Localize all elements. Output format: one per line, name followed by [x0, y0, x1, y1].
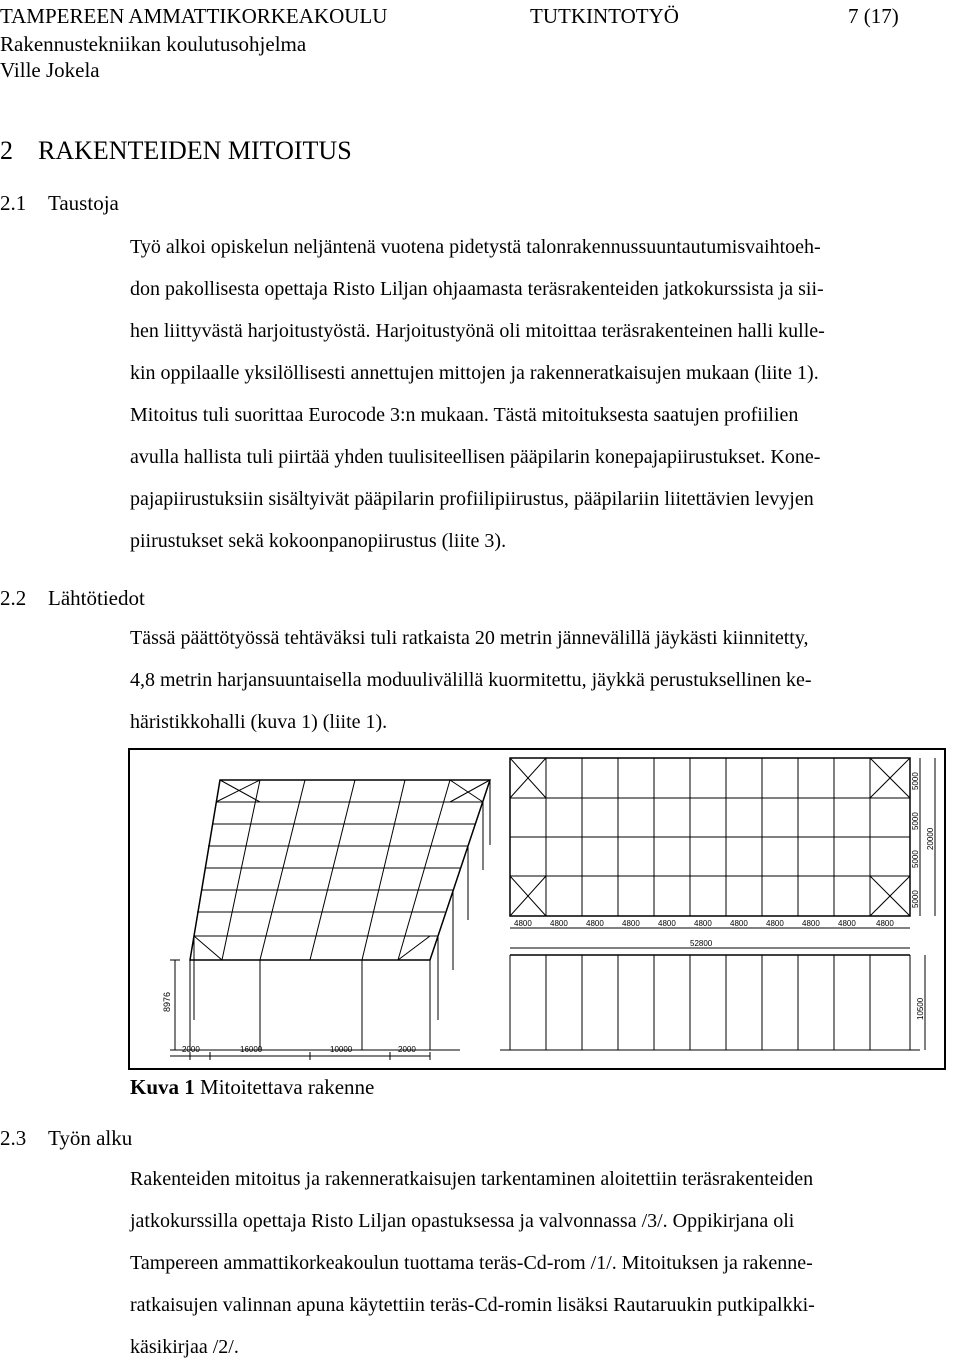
dim-span-label: 2000	[398, 1045, 416, 1054]
text-line: don pakollisesta opettaja Risto Liljan ohjaamasta teräsrakenteiden jatkokurssista ja sii-	[130, 278, 824, 300]
subsection-2-1-number: 2.1	[0, 191, 27, 215]
text-line: häristikkohalli (kuva 1) (liite 1).	[130, 711, 388, 733]
dim-width-label: 5000	[911, 772, 920, 790]
dim-span-label: 2000	[182, 1045, 200, 1054]
text-line: Rakenteiden mitoitus ja rakenneratkaisujen tarkentaminen aloitettiin teräsrakenteiden	[130, 1168, 814, 1190]
text-line: hen liittyvästä harjoitustyöstä. Harjoitustyönä oli mitoittaa teräsrakenteinen halli kulle-	[130, 320, 825, 342]
dim-bay-label: 4800	[766, 919, 784, 928]
text-line: avulla hallista tuli piirtää yhden tuulisiteellisen pääpilarin konepajapiirustukset. Kone-	[130, 446, 821, 468]
dim-bay-label: 4800	[658, 919, 676, 928]
hall-drawing	[130, 750, 944, 1068]
header-author: Ville Jokela	[0, 58, 100, 82]
dim-total-width: 20000	[926, 827, 935, 850]
header-doc-type: TUTKINTOTYÖ	[530, 4, 679, 28]
dim-span-label: 16000	[240, 1045, 263, 1054]
section-number: 2	[0, 136, 13, 165]
subsection-2-3-number: 2.3	[0, 1126, 27, 1150]
dim-width-label: 5000	[911, 890, 920, 908]
isometric-frame	[170, 780, 490, 1050]
text-line: 4,8 metrin harjansuuntaisella moduulivälillä kuormitettu, jäykkä perustuksellinen ke-	[130, 669, 812, 691]
text-line: Työ alkoi opiskelun neljäntenä vuotena pidetystä talonrakennussuuntautumisvaihtoeh-	[130, 236, 821, 258]
paragraph-lahtotiedot	[130, 617, 952, 743]
section-title: RAKENTEIDEN MITOITUS	[38, 136, 352, 165]
figure-hall-structure	[128, 748, 946, 1070]
header-school: TAMPEREEN AMMATTIKORKEAKOULU	[0, 4, 388, 28]
subsection-2-2-number: 2.2	[0, 586, 27, 610]
dim-width-label: 5000	[911, 812, 920, 830]
text-line: käsikirjaa /2/.	[130, 1336, 239, 1358]
dim-span-label: 10000	[330, 1045, 353, 1054]
header-page-number: 7 (17)	[848, 4, 899, 28]
figure-caption-label: Kuva 1	[130, 1075, 195, 1099]
dim-total-length: 52800	[690, 939, 713, 948]
dim-bay-label: 4800	[730, 919, 748, 928]
dim-bay-label: 4800	[622, 919, 640, 928]
text-line: jatkokurssilla opettaja Risto Liljan opastuksessa ja valvonnassa /3/. Oppikirjana oli	[130, 1210, 795, 1232]
text-line: Tässä päättötyössä tehtäväksi tuli ratkaista 20 metrin jännevälillä jäykästi kiinnitetty,	[130, 627, 809, 649]
dim-bay-label: 4800	[802, 919, 820, 928]
dim-bay-label: 4800	[514, 919, 532, 928]
dim-bay-label: 4800	[586, 919, 604, 928]
text-line: Mitoitus tuli suorittaa Eurocode 3:n mukaan. Tästä mitoituksesta saatujen profiilien	[130, 404, 799, 426]
text-line: Tampereen ammattikorkeakoulun tuottama teräs-Cd-rom /1/. Mitoituksen ja rakenne-	[130, 1252, 813, 1274]
subsection-2-2-title: Lähtötiedot	[48, 586, 145, 610]
figure-caption	[130, 1075, 374, 1100]
text-line: ratkaisujen valinnan apuna käytettiin teräs-Cd-romin lisäksi Rautaruukin putkipalkki-	[130, 1294, 815, 1316]
dim-bay-label: 4800	[694, 919, 712, 928]
text-line: piirustukset sekä kokoonpanopiirustus (liite 3).	[130, 530, 507, 552]
subsection-2-3-title: Työn alku	[48, 1126, 133, 1150]
header-program: Rakennustekniikan koulutusohjelma	[0, 32, 307, 56]
dim-bay-label: 4800	[550, 919, 568, 928]
text-line: kin oppilaalle yksilöllisesti annettujen mittojen ja rakenneratkaisujen mukaan (liite 1).	[130, 362, 819, 384]
plan-view	[510, 758, 935, 948]
dim-width-label: 5000	[911, 850, 920, 868]
dim-bay-label: 4800	[876, 919, 894, 928]
dim-bay-label: 4800	[838, 919, 856, 928]
text-line: pajapiirustuksiin sisältyivät pääpilarin profiilipiirustus, pääpilariin liitettävien levyjen	[130, 488, 814, 510]
elevation-view	[500, 955, 925, 1050]
figure-caption-text: Mitoitettava rakenne	[194, 1075, 375, 1099]
dim-side-height: 10500	[916, 997, 925, 1020]
subsection-2-1-title: Taustoja	[48, 191, 119, 215]
paragraph-taustoja	[130, 226, 952, 562]
paragraph-tyon-alku	[130, 1158, 952, 1368]
dim-height-label: 8976	[162, 991, 172, 1012]
